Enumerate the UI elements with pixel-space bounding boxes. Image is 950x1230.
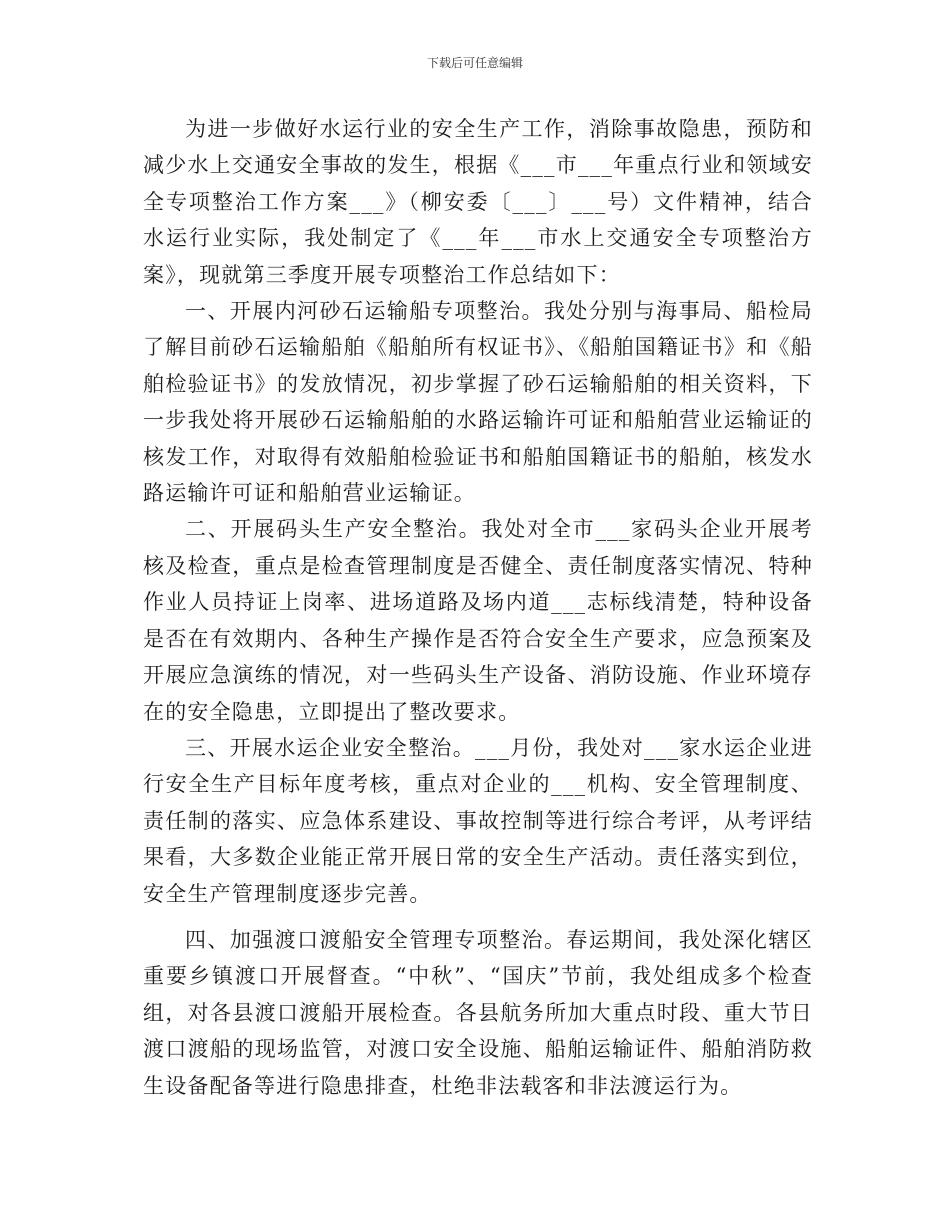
paragraph-section-4: 四、加强渡口渡船安全管理专项整治。春运期间，我处深化辖区重要乡镇渡口开展督查。“中秋”、“国庆”节前，我处组成多个检查组，对各县渡口渡船开展检查。各县航务所加大重点时段、重大节日渡口渡船的现场监管，对渡口安全设施、船舶运输证件、船舶消防救生设备配备等进行隐患排查，杜绝非法载客和非法渡运行为。	[143, 927, 813, 1098]
document-body	[143, 111, 813, 1104]
paragraph-intro: 为进一步做好水运行业的安全生产工作，消除事故隐患，预防和减少水上交通安全事故的发生，根据《___市___年重点行业和领域安全专项整治工作方案___》（柳安委〔___〕___号）文件精神，结合水运行业实际，我处制定了《___年___市水上交通安全专项整治方案》，现就第三季度开展专项整治工作总结如下：	[143, 117, 813, 287]
paragraph-section-3: 三、开展水运企业安全整治。___月份，我处对___家水运企业进行安全生产目标年度考核，重点对企业的___机构、安全管理制度、责任制的落实、应急体系建设、事故控制等进行综合考评，从考评结果看，大多数企业能正常开展日常的安全生产活动。责任落实到位，安全生产管理制度逐步完善。	[143, 735, 813, 906]
paragraph-section-1: 一、开展内河砂石运输船专项整治。我处分别与海事局、船检局了解目前砂石运输船舶《船舶所有权证书》、《船舶国籍证书》和《船舶检验证书》的发放情况，初步掌握了砂石运输船舶的相关资料，下一步我处将开展砂石运输船舶的水路运输许可证和船舶营业运输证的核发工作，对取得有效船舶检验证书和船舶国籍证书的船舶，核发水路运输许可证和船舶营业运输证。	[143, 299, 813, 506]
paragraph-section-2: 二、开展码头生产安全整治。我处对全市___家码头企业开展考核及检查，重点是检查管理制度是否健全、责任制度落实情况、特种作业人员持证上岗率、进场道路及场内道___志标线清楚，特种设备是否在有效期内、各种生产操作是否符合安全生产要求，应急预案及开展应急演练的情况，对一些码头生产设备、消防设施、作业环境存在的安全隐患，立即提出了整改要求。	[143, 517, 813, 724]
header-note: 下载后可任意编辑	[426, 56, 523, 70]
